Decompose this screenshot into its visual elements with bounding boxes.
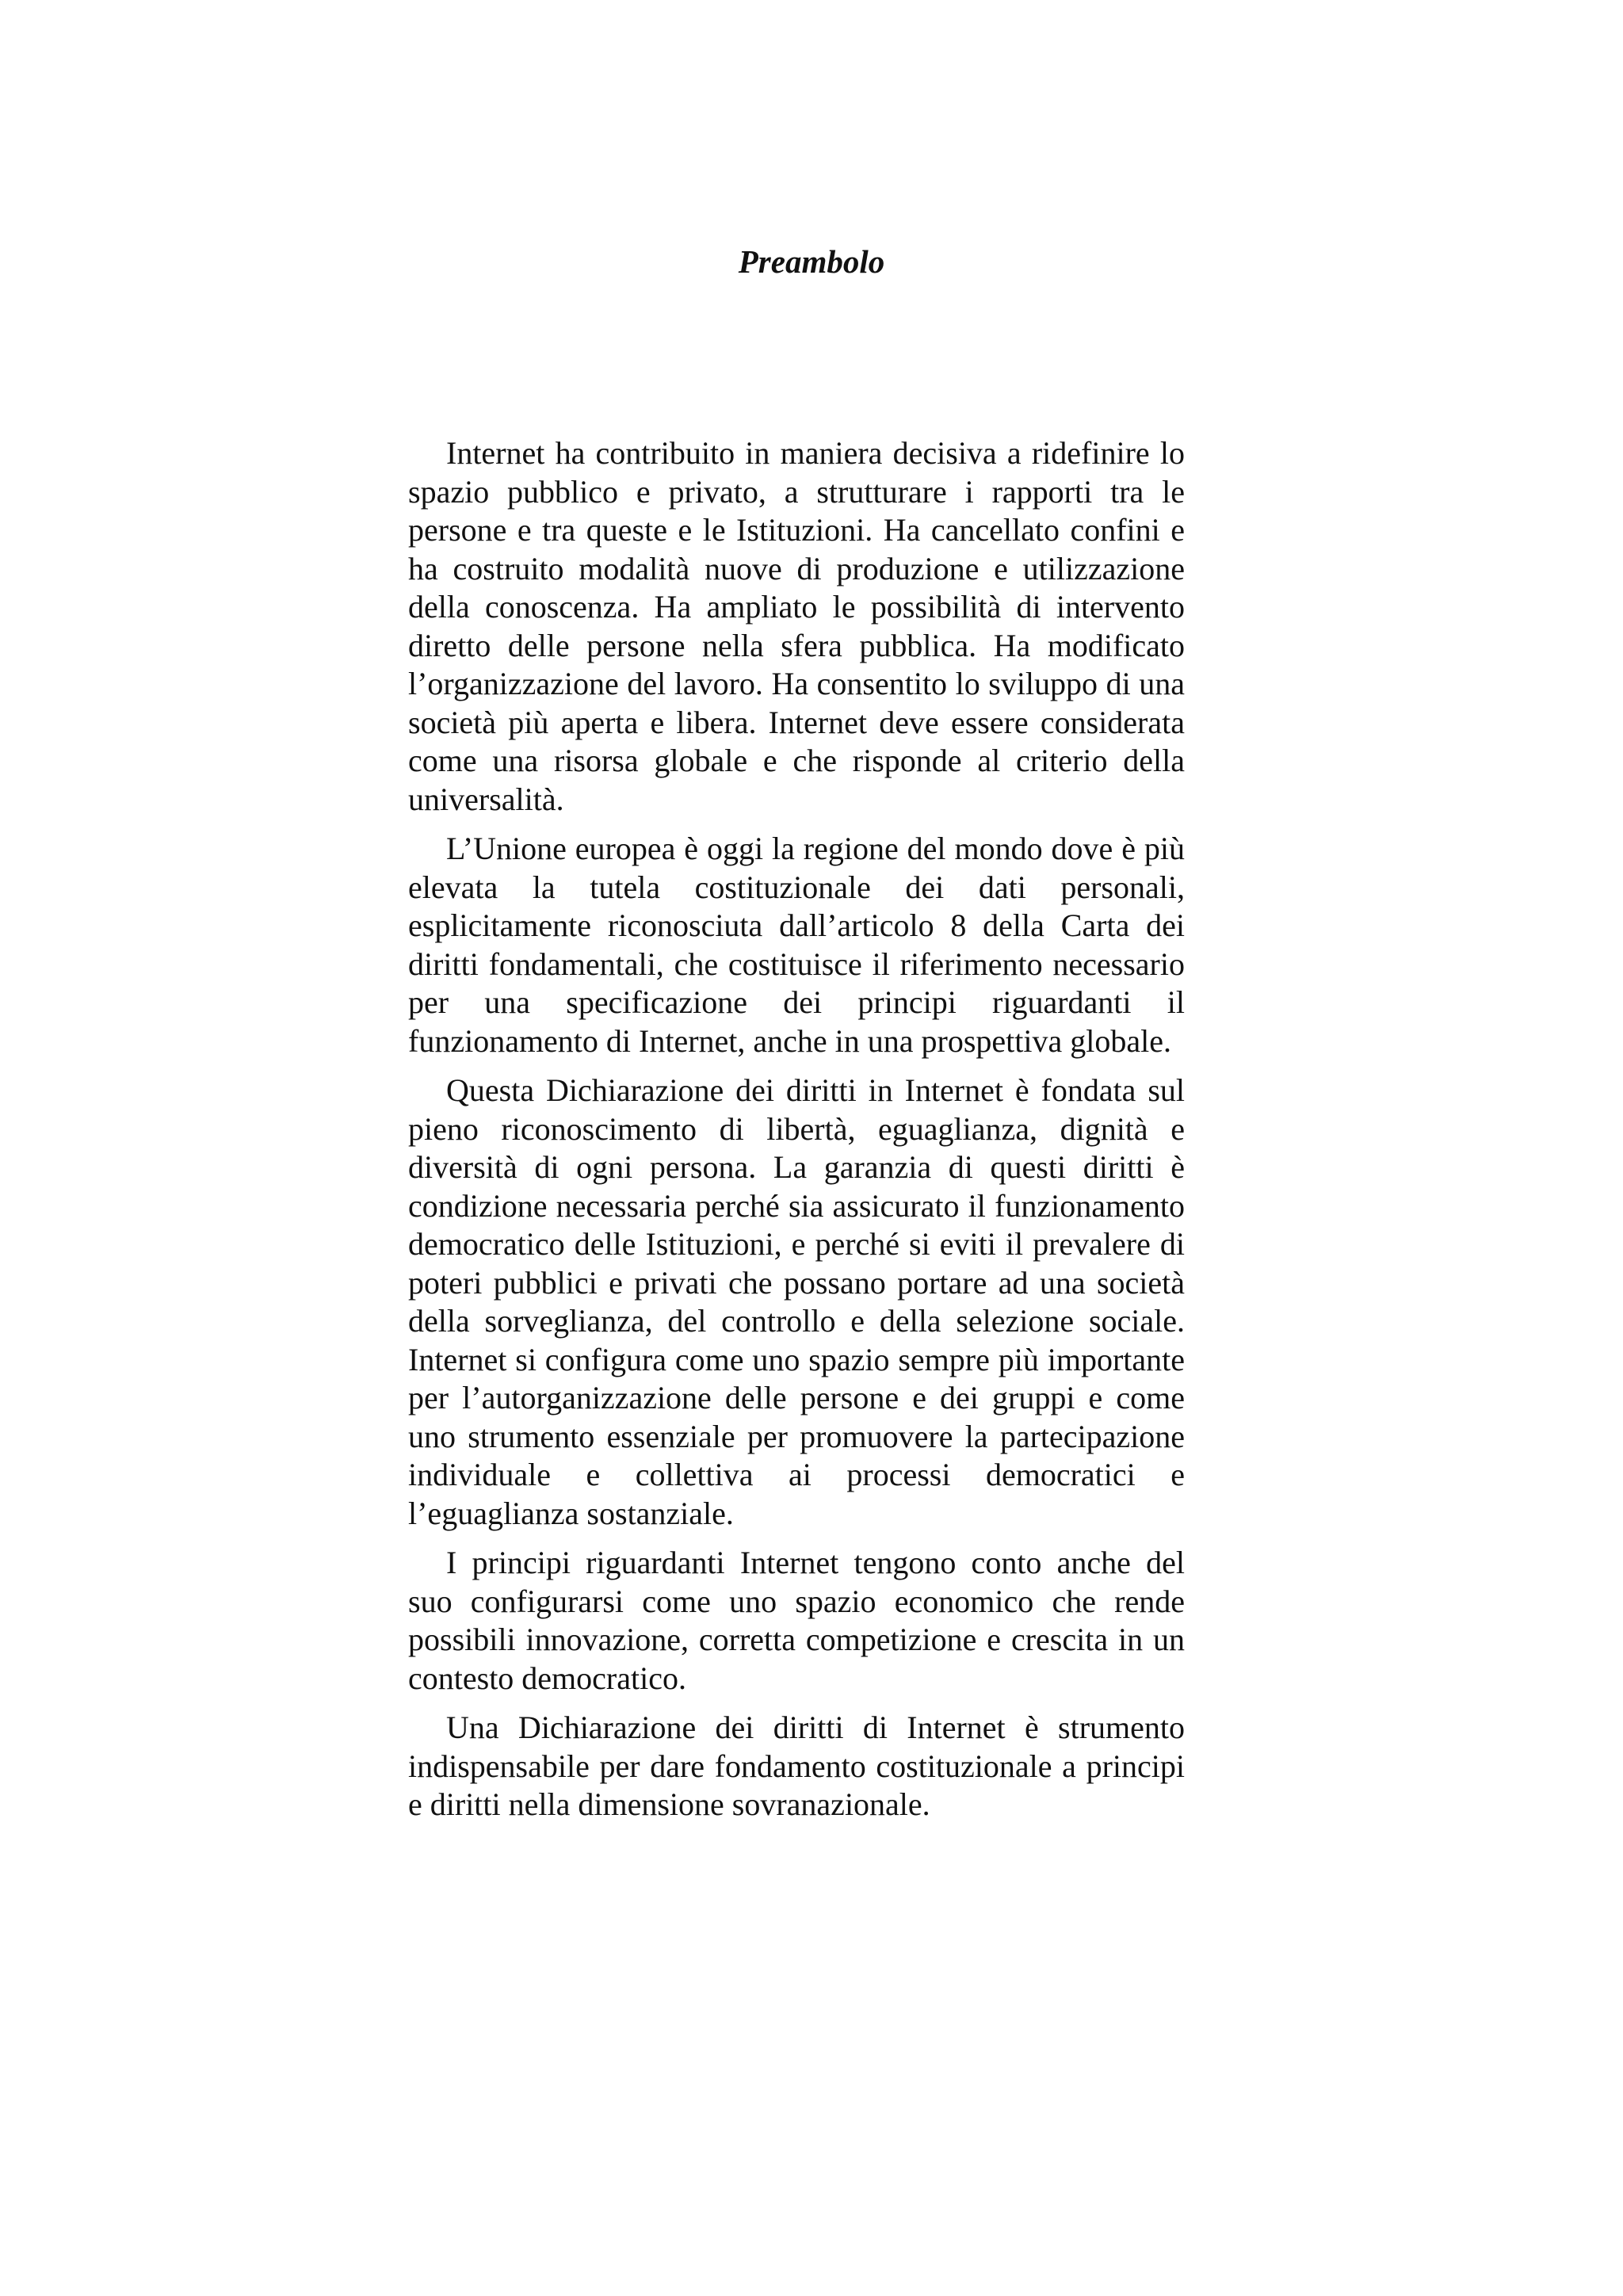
paragraph: L’Unione europea è oggi la regione del mondo dove è più elevata la tutela costituzionale dei dati personali, esplicitamente riconosciuta dall’articolo 8 della Carta dei diritti fondamentali, che costituisce il riferimento necessario per una specificazione dei principi riguardanti il funzionamento di Internet, anche in una prospettiva globale. — [408, 831, 1185, 1059]
paragraph: I principi riguardanti Internet tengono conto anche del suo configurarsi come uno spazio economico che rende possibili innovazione, corretta competizione e crescita in un contesto democratico. — [408, 1545, 1185, 1696]
paragraph: Una Dichiarazione dei diritti di Internet è strumento indispensabile per dare fondamento costituzionale a principi e diritti nella dimensione sovranazionale. — [408, 1710, 1185, 1822]
page-title: Preambolo — [738, 243, 885, 280]
paragraph: Questa Dichiarazione dei diritti in Internet è fondata sul pieno riconoscimento di libertà, eguaglianza, dignità e diversità di ogni persona. La garanzia di questi diritti è condizione necessaria perché sia assicurato il funzionamento democratico delle Istituzioni, e perché si eviti il prevalere di poteri pubblici e privati che possano portare ad una società della sorveglianza, del controllo e della selezione sociale. Internet si configura come uno spazio sempre più importante per l’autorganizzazione delle persone e dei gruppi e come uno strumento essenziale per promuovere la partecipazione individuale e collettiva ai processi democratici e l’eguaglianza sostanziale. — [408, 1072, 1185, 1531]
paragraph: Internet ha contribuito in maniera decisiva a ridefinire lo spazio pubblico e privato, a strutturare i rapporti tra le persone e tra queste e le Istituzioni. Ha cancellato confini e ha costruito modalità nuove di produzione e utilizzazione della conoscenza. Ha ampliato le possibilità di intervento diretto delle persone nella sfera pubblica. Ha modificato l’organizzazione del lavoro. Ha consentito lo sviluppo di una società più aperta e libera. Internet deve essere considerata come una risorsa globale e che risponde al criterio della universalità. — [408, 435, 1185, 817]
document-body — [408, 434, 1185, 1836]
